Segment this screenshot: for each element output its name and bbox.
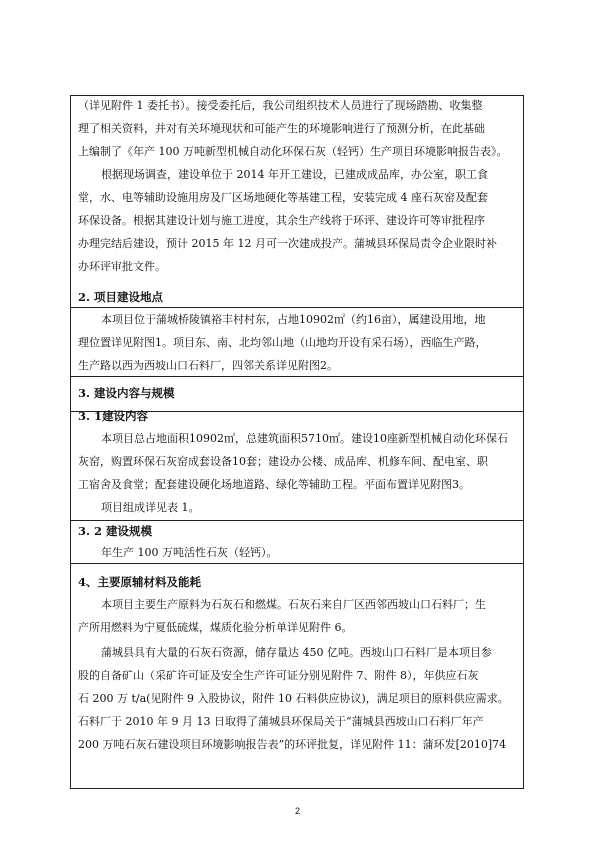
paragraph-line: 办理完结后建设，预计 2015 年 12 月可一次建成投产。蒲城县环保局责令企业限时补 <box>78 237 497 250</box>
paragraph-line: 本项目主要生产原料为石灰石和燃煤。石灰石来自厂区西邻西坡山口石料厂；生 <box>101 598 486 611</box>
paragraph-line: 股的自备矿山（采矿许可证及安全生产许可证分别见附件 7、附件 8），年供应石灰 <box>78 669 479 682</box>
page-number: 2 <box>294 806 300 816</box>
paragraph-line: 理了相关资料，并对有关环境现状和可能产生的环境影响进行了预测分析，在此基础 <box>78 122 485 135</box>
paragraph-line: 堂，水、电等辅助设施用房及厂区场地硬化等基建工程，安装完成 4 座石灰窑及配套 <box>78 191 488 204</box>
paragraph-line: 理位置详见附图1。项目东、南、北均邻山地（山地均开设有采石场），西临生产路， <box>78 336 487 349</box>
paragraph-line: 环保设备。根据其建设计划与施工进度，其余生产线将于环评、建设许可等审批程序 <box>78 214 485 227</box>
row-divider <box>70 307 524 308</box>
paragraph-line: （详见附件 1 委托书）。接受委托后，我公司组织技术人员进行了现场踏勘、收集整 <box>78 99 483 112</box>
paragraph-line: 上编制了《年产 100 万吨新型机械自动化环保石灰（轻钙）生产项目环境影响报告表》。 <box>78 145 508 158</box>
row-divider <box>70 376 524 377</box>
paragraph-line: 石 200 万 t/a(见附件 9 入股协议，附件 10 石料供应协议)，满足项目的原料供应需求。 <box>78 692 509 705</box>
paragraph-line: 本项目位于蒲城桥陵镇裕丰村村东，占地10902㎡（约16亩），属建设用地，地 <box>101 313 486 326</box>
paragraph-line: 200 万吨石灰石建设项目环境影响报告表”的环评批复，详见附件 11：蒲环发[2010]74 <box>78 738 507 751</box>
section-heading: 3. 建设内容与规模 <box>78 386 175 400</box>
paragraph-line: 年生产 100 万吨活性石灰（轻钙）。 <box>101 546 278 559</box>
paragraph-line: 本项目总占地面积10902㎡，总建筑面积5710㎡。建设10座新型机械自动化环保石 <box>101 432 508 445</box>
paragraph-line: 根据现场调查，建设单位于 2014 年开工建设，已建成成品库，办公室，职工食 <box>101 168 488 181</box>
subsection-heading: 3. 2 建设规模 <box>78 524 153 538</box>
paragraph-line: 工宿舍及食堂；配套建设硬化场地道路、绿化等辅助工程。平面布置详见附图3。 <box>78 478 470 491</box>
paragraph-line: 石料厂于 2010 年 9 月 13 日取得了蒲城县环保局关于“蒲城县西坡山口石料厂年产 <box>78 715 484 728</box>
subsection-heading: 3. 1建设内容 <box>78 409 149 423</box>
row-divider <box>70 563 524 564</box>
paragraph-line: 产所用燃料为宁夏低硫煤，煤质化验分析单详见附件 6。 <box>78 621 353 634</box>
paragraph-line: 项目组成详见表 1。 <box>101 501 200 514</box>
paragraph-line: 办环评审批文件。 <box>78 260 166 273</box>
paragraph-line: 生产路以西为西坡山口石料厂，四邻关系详见附图2。 <box>78 359 338 372</box>
section-heading: 4、主要原辅材料及能耗 <box>78 575 202 589</box>
row-divider <box>70 520 524 521</box>
paragraph-line: 灰窑，购置环保石灰窑成套设备10套；建设办公楼、成品库、机修车间、配电室、职 <box>78 455 488 468</box>
section-heading: 2. 项目建设地点 <box>78 290 164 304</box>
paragraph-line: 蒲城县具有大量的石灰石资源，储存量达 450 亿吨。西坡山口石料厂是本项目参 <box>101 646 492 659</box>
